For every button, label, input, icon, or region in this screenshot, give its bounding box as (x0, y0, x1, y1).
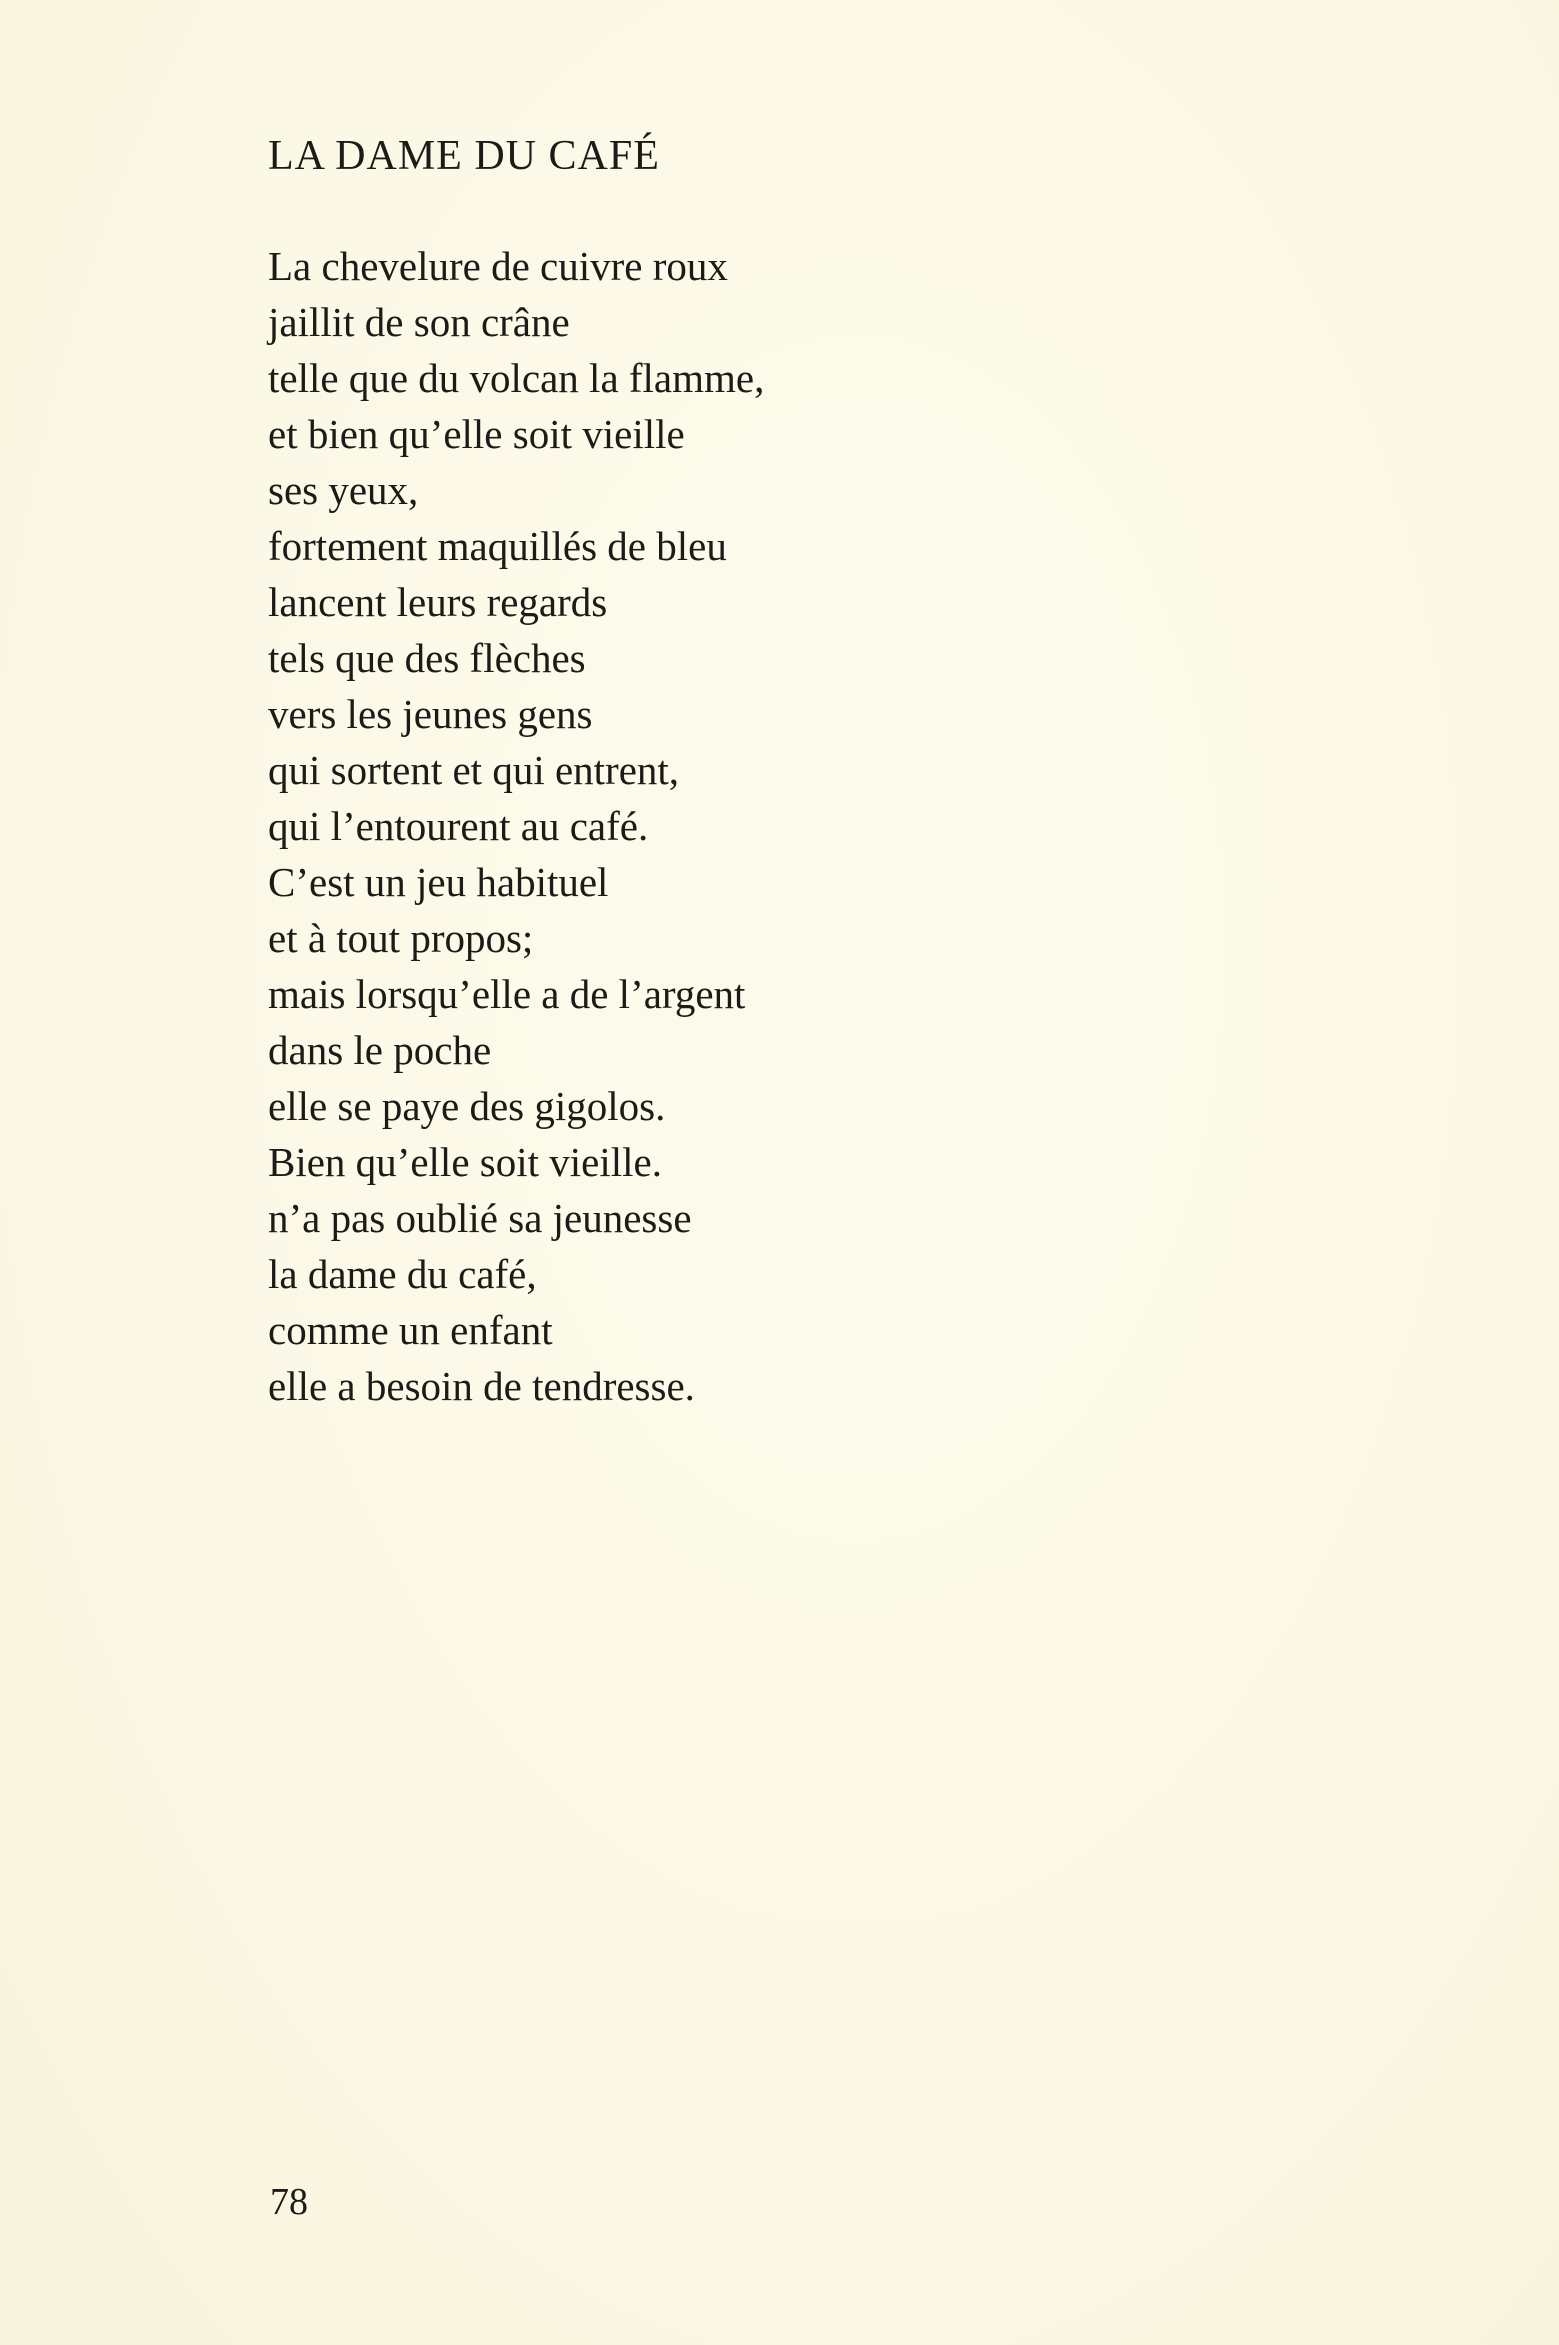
poem-line: dans le poche (268, 1027, 492, 1073)
poem-line: mais lorsqu’elle a de l’argent (268, 971, 746, 1017)
poem-line: et à tout propos; (268, 915, 534, 961)
poem-line: et bien qu’elle soit vieille (268, 411, 685, 457)
poem-line: la dame du café, (268, 1251, 537, 1297)
poem-line: telle que du volcan la flamme, (268, 355, 765, 401)
poem-line: elle se paye des gigolos. (268, 1083, 666, 1129)
poem-line: qui sortent et qui entrent, (268, 747, 680, 793)
poem-line: jaillit de son crâne (268, 299, 570, 345)
poem-line: tels que des flèches (268, 635, 586, 681)
poem-line: lancent leurs regards (268, 579, 608, 625)
poem-line: C’est un jeu habituel (268, 859, 609, 905)
poem-line: Bien qu’elle soit vieille. (268, 1139, 662, 1185)
poem-body (268, 238, 1368, 1414)
poem-line: qui l’entourent au café. (268, 803, 649, 849)
poem-line: La chevelure de cuivre roux (268, 243, 728, 289)
poem-line: vers les jeunes gens (268, 691, 593, 737)
page-number: 78 (270, 2181, 308, 2223)
poem-line: comme un enfant (268, 1307, 553, 1353)
poem-title: LA DAME DU CAFÉ (268, 133, 660, 179)
poem-line: fortement maquillés de bleu (268, 523, 727, 569)
poem-line: ses yeux, (268, 467, 419, 513)
poem-line: n’a pas oublié sa jeunesse (268, 1195, 692, 1241)
poem-line: elle a besoin de tendresse. (268, 1363, 695, 1409)
